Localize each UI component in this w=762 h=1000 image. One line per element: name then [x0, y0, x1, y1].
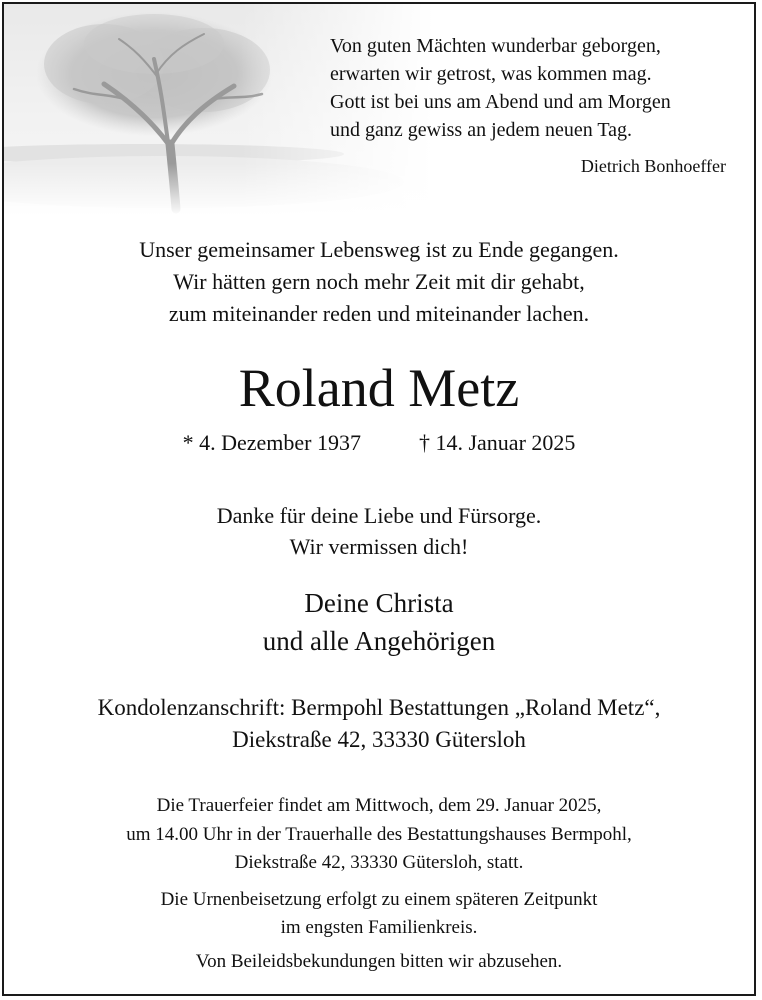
intro-text [4, 234, 754, 330]
poem-line: Von guten Mächten wunderbar geborgen, [330, 35, 661, 57]
life-dates [4, 428, 754, 458]
signers [4, 584, 754, 660]
address-line: Kondolenzanschrift: Bermpohl Bestattungen „Roland Metz“, [97, 695, 661, 720]
birth-date: * 4. Dezember 1937 [182, 430, 361, 455]
ceremony-line: Die Trauerfeier findet am Mittwoch, dem 29. Januar 2025, [156, 795, 602, 816]
poem-line: erwarten wir getrost, was kommen mag. [330, 63, 652, 85]
urn-line: Die Urnenbeisetzung erfolgt zu einem späteren Zeitpunkt [160, 889, 598, 910]
obituary-card [2, 2, 756, 996]
poem-author: Dietrich Bonhoeffer [580, 156, 726, 176]
ceremony-line: Diekstraße 42, 33330 Gütersloh, statt. [234, 852, 524, 873]
urn-burial-info [4, 886, 754, 942]
condolence-note: Von Beileidsbekundungen bitten wir abzusehen. [195, 951, 563, 972]
poem-line: und ganz gewiss an jedem neuen Tag. [330, 119, 633, 141]
poem-line: Gott ist bei uns am Abend und am Morgen [330, 91, 671, 113]
urn-line: im engsten Familienkreis. [280, 917, 478, 938]
intro-line: Unser gemeinsamer Lebensweg ist zu Ende gegangen. [139, 237, 619, 262]
signer-line: Deine Christa [304, 588, 454, 618]
intro-line: zum miteinander reden und miteinander lachen. [168, 301, 590, 326]
thanks-line: Wir vermissen dich! [289, 534, 469, 559]
intro-line: Wir hätten gern noch mehr Zeit mit dir gehabt, [173, 269, 585, 294]
condolence-address [4, 692, 754, 756]
ceremony-info [4, 792, 754, 878]
ceremony-line: um 14.00 Uhr in der Trauerhalle des Bestattungshauses Bermpohl, [126, 823, 632, 845]
poem-quote [330, 32, 740, 144]
thanks-line: Danke für deine Liebe und Fürsorge. [216, 503, 542, 528]
thanks-text [4, 500, 754, 562]
death-date: † 14. Januar 2025 [418, 430, 576, 455]
signer-line: und alle Angehörigen [262, 626, 496, 656]
deceased-name: Roland Metz [238, 358, 520, 418]
address-line: Diekstraße 42, 33330 Gütersloh [232, 727, 526, 752]
